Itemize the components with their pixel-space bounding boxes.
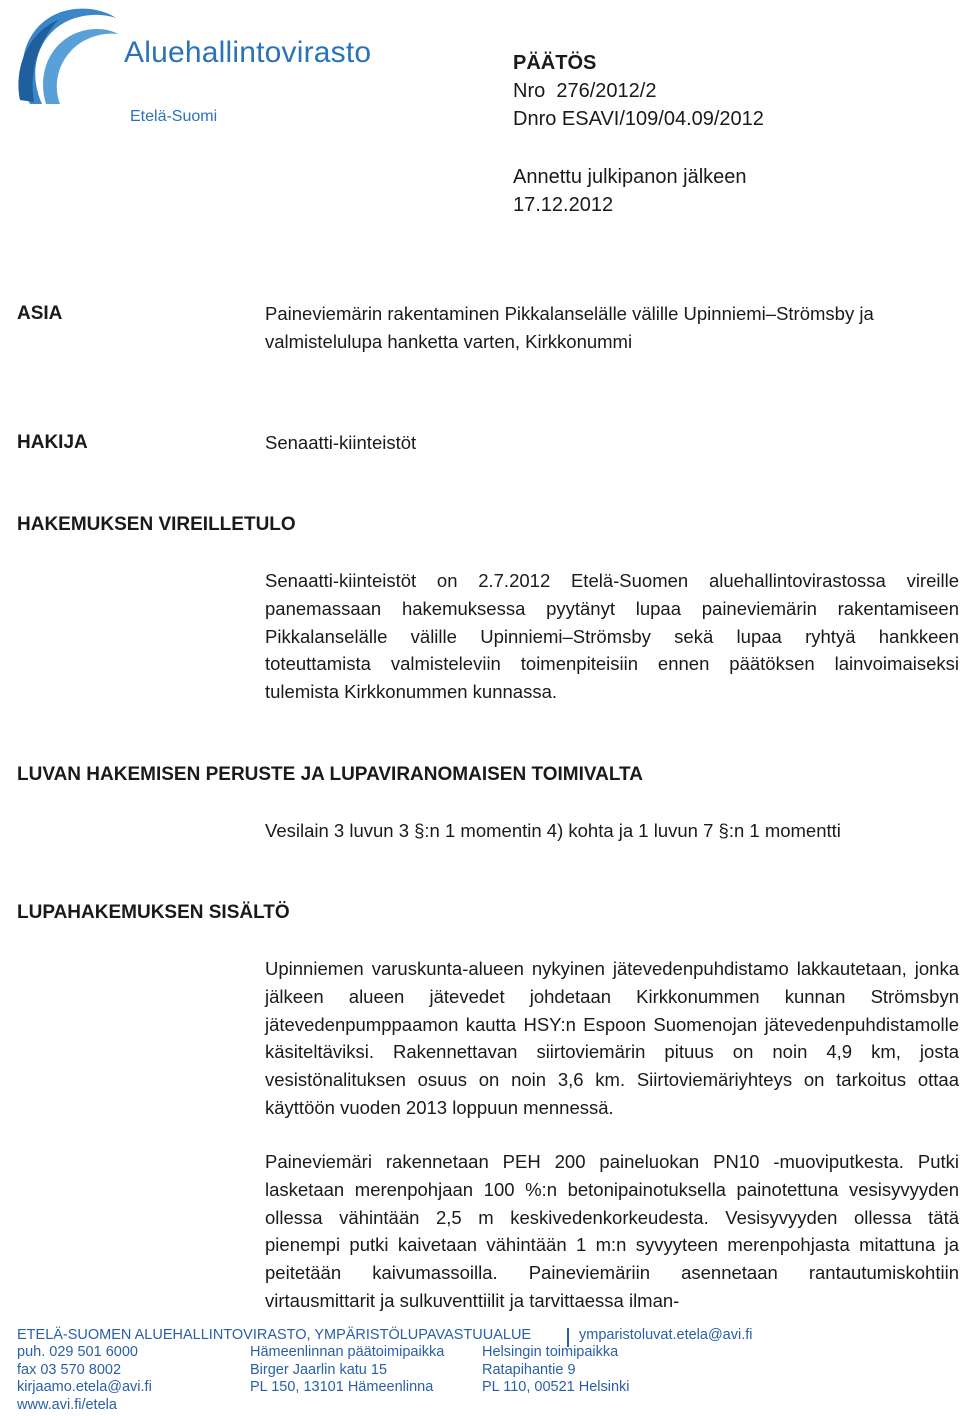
section-peruste-text: Vesilain 3 luvun 3 §:n 1 momentin 4) kohta ja 1 luvun 7 §:n 1 momentti [265,820,841,841]
footer-phone: puh. 029 501 6000 [17,1344,138,1360]
footer-email: kirjaamo.etela@avi.fi [17,1379,152,1395]
section-sisalto-label: LUPAHAKEMUKSEN SISÄLTÖ [17,902,290,923]
footer-hameenlinna-column [250,1344,444,1397]
section-sisalto-paragraph-2: Paineviemäri rakennetaan PEH 200 paineluokan PN10 -muoviputkesta. Putki lasketaan merenpohjaan 100 %:n betonipainotuksella painotettuna vesisyvyyden ollessa vähintään 2,5 m keskivedenkorkeudesta. Vesisyvyyden ollessa tätä pienempi putki kaivetaan vähintään 1 m:n syvyyteen merenpohjasta mitattuna ja peitetään kaivumassoilla. Paineviemäriin asennetaan rantautumiskohtiin virtausmittarit ja sulkuventtiilit ja tarvittaessa ilman- [265,1151,959,1311]
section-asia-text: Paineviemärin rakentaminen Pikkalanselälle välille Upinniemi–Strömsby ja valmistelulupa hanketta varten, Kirkkonummi [265,303,874,352]
footer-website: www.avi.fi/etela [17,1396,117,1413]
decision-title: PÄÄTÖS [513,52,597,74]
footer-env-email: ymparistoluvat.etela@avi.fi [579,1327,753,1343]
decision-number: Nro 276/2012/2 [513,80,657,102]
section-vireilletulo-text: Senaatti-kiinteistöt on 2.7.2012 Etelä-Suomen aluehallintovirastossa vireille panemassaan hakemuksessa pyytänyt lupaa paineviemärin rakentamiseen Pikkalanselälle välille Upinniemi–Strömsby sekä lupaa ryhtyä hankkeen toteuttamista valmisteleviin toimenpiteisiin ennen päätöksen lainvoimaiseksi tulemista Kirkkonummen kunnassa. [265,570,959,703]
section-vireilletulo-label: HAKEMUKSEN VIREILLETULO [17,514,296,535]
footer-contact-column [17,1344,152,1414]
section-sisalto-paragraph-1: Upinniemen varuskunta-alueen nykyinen jätevedenpuhdistamo lakkautetaan, jonka jälkeen alueen jätevedet johdetaan Kirkkonummen kunnan Strömsbyn jätevedenpumppaamon kautta HSY:n Espoon Suomenojan jätevedenpuhdistamolle käsiteltäviksi. Rakennettavan siirtoviemärin pituus on noin 4,9 km, josta vesistönalituksen osuus on noin 3,6 km. Siirtoviemäriyhteys on tarkoitus ottaa käyttöön vuoden 2013 loppuun mennessä. [265,958,959,1118]
section-hakija-text: Senaatti-kiinteistöt [265,432,417,453]
diary-number: Dnro ESAVI/109/04.09/2012 [513,108,764,130]
footer-po-box: PL 110, 00521 Helsinki [482,1379,630,1395]
avi-logo-icon [12,4,122,109]
given-label: Annettu julkipanon jälkeen [513,166,747,188]
section-hakija-label: HAKIJA [17,432,88,453]
footer-office-name: Helsingin toimipaikka [482,1344,619,1360]
footer-street: Birger Jaarlin katu 15 [250,1361,388,1378]
logo-wordmark: Aluehallintovirasto [124,36,372,69]
given-date: 17.12.2012 [513,194,614,216]
footer-street: Ratapihantie 9 [482,1361,576,1378]
footer-po-box: PL 150, 13101 Hämeenlinna [250,1379,434,1395]
footer-org: ETELÄ-SUOMEN ALUEHALLINTOVIRASTO, YMPÄRISTÖLUPAVASTUUALUE [17,1327,532,1343]
footer-helsinki-column [482,1344,630,1397]
section-peruste-label: LUVAN HAKEMISEN PERUSTE JA LUPAVIRANOMAISEN TOIMIVALTA [17,764,643,785]
section-asia-label: ASIA [17,303,63,324]
footer-fax: fax 03 570 8002 [17,1361,122,1378]
footer-office-name: Hämeenlinnan päätoimipaikka [250,1344,445,1360]
region-label: Etelä-Suomi [130,108,218,125]
